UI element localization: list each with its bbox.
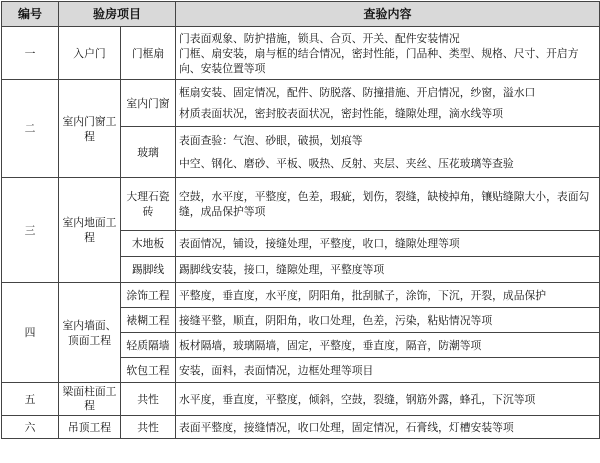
inspection-content [176, 127, 600, 178]
inspection-content [176, 283, 600, 308]
content-line: 表面情况，铺设，接缝处理，平整度，收口，缝隙处理等项 [179, 237, 460, 250]
table-row [2, 80, 600, 127]
header-content: 查验内容 [176, 2, 600, 27]
inspection-content [176, 416, 600, 439]
table-row [2, 283, 600, 308]
section-number: 三 [2, 178, 59, 283]
sub-item: 共性 [121, 416, 176, 439]
header-no: 编号 [2, 2, 59, 27]
sub-item: 木地板 [121, 231, 176, 257]
section-number: 二 [2, 80, 59, 178]
content-line: 空鼓，水平度，平整度，色差，瑕疵，划伤，裂缝，缺棱掉角，镶贴缝隙大小，表面勾缝，成品保护等项 [179, 190, 590, 218]
sub-item: 大理石瓷砖 [121, 178, 176, 231]
content-line: 门表面观象、防护措施，锁具、合页、开关、配件安装情况 [179, 31, 460, 45]
section-name: 吊顶工程 [59, 416, 121, 439]
inspection-content [176, 231, 600, 257]
sub-item: 裱糊工程 [121, 308, 176, 333]
inspection-content [176, 80, 600, 127]
content-line: 表面查验：气泡、砂眼，破损，划痕等 [179, 134, 363, 147]
section-name: 室内墙面、顶面工程 [59, 283, 121, 383]
table-row [2, 178, 600, 231]
sub-item: 室内门窗 [121, 80, 176, 127]
section-name: 入户门 [59, 27, 121, 80]
sub-item: 踢脚线 [121, 257, 176, 283]
content-line: 踢脚线安装，接口，缝隙处理，平整度等项 [179, 263, 385, 276]
section-name: 室内地面工程 [59, 178, 121, 283]
sub-item: 门框扇 [121, 27, 176, 80]
section-number: 四 [2, 283, 59, 383]
content-line: 板材隔墙，玻璃隔墙，固定，平整度，垂直度，隔音，防潮等项 [179, 338, 482, 352]
content-line: 表面平整度，接缝情况，收口处理，固定情况，石膏线，灯槽安装等项 [179, 420, 514, 434]
sub-item: 软包工程 [121, 358, 176, 383]
section-number: 六 [2, 416, 59, 439]
inspection-content [176, 257, 600, 283]
content-line: 接缝平整，顺直，阴阳角，收口处理，色差，污染，粘贴情况等项 [179, 313, 493, 327]
sub-item: 轻质隔墙 [121, 333, 176, 358]
table-row [2, 27, 600, 80]
content-line: 门框、扇安装，扇与框的结合情况，密封性能，门品种、类型、规格、尺寸、开启方向、安装位置等项 [179, 46, 579, 75]
content-line: 材质表面状况，密封胶表面状况，密封性能，缝隙处理，滴水线等项 [179, 107, 503, 120]
inspection-content [176, 358, 600, 383]
inspection-content [176, 178, 600, 231]
content-line: 安装，面料，表面情况，边框处理等项目 [179, 363, 374, 377]
content-line: 平整度，垂直度，水平度，阴阳角，批刮腻子，涂饰，下沉，开裂，成品保护 [179, 288, 547, 302]
table-row [2, 416, 600, 439]
inspection-table [1, 1, 600, 439]
section-number: 五 [2, 383, 59, 416]
section-name: 梁面柱面工程 [59, 383, 121, 416]
table-row [2, 383, 600, 416]
content-line: 中空、钢化、磨砂、平板、吸热、反射、夹层、夹丝、压花玻璃等查验 [179, 157, 514, 170]
inspection-content [176, 383, 600, 416]
content-line: 框扇安装、固定情况，配件、防脱落、防撞措施、开启情况，纱窗，溢水口 [179, 86, 536, 99]
inspection-content [176, 27, 600, 80]
section-name: 室内门窗工程 [59, 80, 121, 178]
inspection-content [176, 333, 600, 358]
sub-item: 涂饰工程 [121, 283, 176, 308]
section-number: 一 [2, 27, 59, 80]
sub-item: 共性 [121, 383, 176, 416]
sub-item: 玻璃 [121, 127, 176, 178]
content-line: 水平度，垂直度，平整度，倾斜，空鼓，裂缝，钢筋外露，蜂孔，下沉等项 [179, 392, 536, 406]
table-header-row [2, 2, 600, 27]
inspection-content [176, 308, 600, 333]
header-item: 验房项目 [59, 2, 176, 27]
